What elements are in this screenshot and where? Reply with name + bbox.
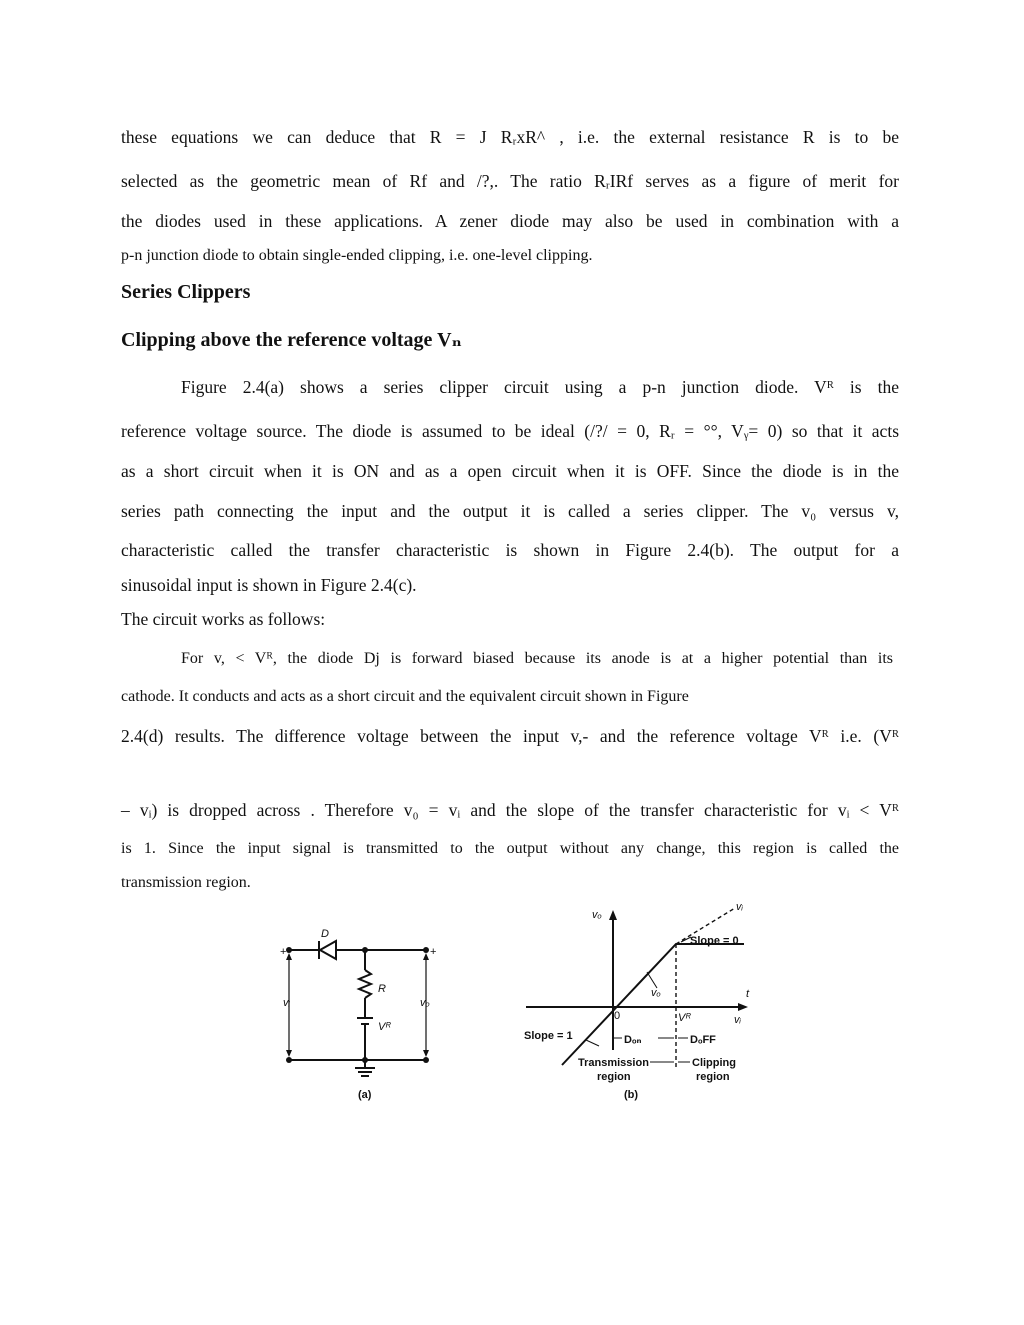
diode-on-label: Dₒₙ <box>624 1034 642 1046</box>
paragraph-1-line-3: the diodes used in these applications. A zener diode may also be used in combination with a <box>121 211 899 231</box>
paragraph-2-line-3: as a short circuit when it is ON and as a open circuit when it is OFF. Since the diode is in the <box>121 461 899 481</box>
terminal-dots <box>286 947 429 1063</box>
reference-battery-symbol <box>357 1018 373 1024</box>
paragraph-2-line-1: Figure 2.4(a) shows a series clipper circuit using a p-n junction diode. Vᴿ is the <box>181 377 899 397</box>
vr-tick-label: Vᴿ <box>678 1012 691 1024</box>
transmission-region-label-1: Transmission <box>578 1057 649 1069</box>
vi-dashed-label: vᵢ <box>736 901 743 913</box>
plus-right-label: + <box>430 946 437 958</box>
vo-curve-label: vₒ <box>651 987 661 999</box>
diode-symbol <box>312 941 365 959</box>
figure-b-caption: (b) <box>624 1089 639 1101</box>
paragraph-3-line-3: 2.4(d) results. The difference voltage between the input v,- and the reference voltage Vᴿ i.e. (Vᴿ <box>121 726 899 746</box>
resistor-label: R <box>378 983 386 995</box>
paragraph-3-line-5: is 1. Since the input signal is transmitted to the output without any change, this region is called the <box>121 840 899 857</box>
slope-zero-label: Slope = 0 <box>690 935 739 947</box>
resistor-symbol <box>359 970 371 998</box>
slope-one-label: Slope = 1 <box>524 1030 573 1042</box>
reference-voltage-label: Vᴿ <box>378 1021 391 1033</box>
vo-axis-label: vₒ <box>592 909 602 921</box>
transmission-region-label-2: region <box>597 1071 631 1083</box>
circuit-works-line: The circuit works as follows: <box>121 609 326 629</box>
paragraph-3-line-4: – vᵢ) is dropped across . Therefore v₀ = vᵢ and the slope of the transfer characteristic for vᵢ < Vᴿ <box>121 800 899 820</box>
diode-label: D <box>321 928 329 940</box>
paragraph-1-line-4: p-n junction diode to obtain single-ended clipping, i.e. one-level clipping. <box>121 247 593 264</box>
clipping-region-label-1: Clipping <box>692 1057 736 1069</box>
paragraph-2-line-5: characteristic called the transfer characteristic is shown in Figure 2.4(b). The output for a <box>121 540 899 560</box>
t-axis-label: t <box>746 988 750 1000</box>
paragraph-3-line-2: cathode. It conducts and acts as a short circuit and the equivalent circuit shown in Figure <box>121 688 689 705</box>
clipping-region-label-2: region <box>696 1071 730 1083</box>
paragraph-2-line-4: series path connecting the input and the output it is called a series clipper. The v₀ versus v, <box>121 501 899 521</box>
paragraph-1-line-2: selected as the geometric mean of Rf and /?,. The ratio RᵣIRf serves as a figure of merit for <box>121 171 899 191</box>
diode-off-label: DₒFF <box>690 1034 716 1046</box>
vi-axis-label: vᵢ <box>734 1014 741 1026</box>
paragraph-3-line-6: transmission region. <box>121 874 251 891</box>
subsection-heading-clipping-above: Clipping above the reference voltage Vₙ <box>121 329 462 351</box>
origin-label: 0 <box>614 1010 621 1022</box>
figure-2-4 <box>270 900 770 1110</box>
plus-left-label: + <box>280 946 287 958</box>
paragraph-2-line-2: reference voltage source. The diode is assumed to be ideal (/?/ = 0, Rᵣ = °°, Vᵧ= 0) so that it acts <box>121 421 899 441</box>
paragraph-3-line-1: For v, < Vᴿ, the diode Dj is forward biased because its anode is at a higher potential than its <box>181 650 893 667</box>
series-clipper-circuit <box>286 941 429 1076</box>
figure-a-caption: (a) <box>358 1089 372 1101</box>
paragraph-1-line-1: these equations we can deduce that R = J RᵣxR^ , i.e. the external resistance R is to be <box>121 127 899 147</box>
section-heading-series-clippers: Series Clippers <box>121 281 251 303</box>
vo-label: vₒ <box>420 997 430 1009</box>
vi-label: vᵢ <box>283 997 290 1009</box>
paragraph-2-line-6: sinusoidal input is shown in Figure 2.4(c). <box>121 575 417 595</box>
